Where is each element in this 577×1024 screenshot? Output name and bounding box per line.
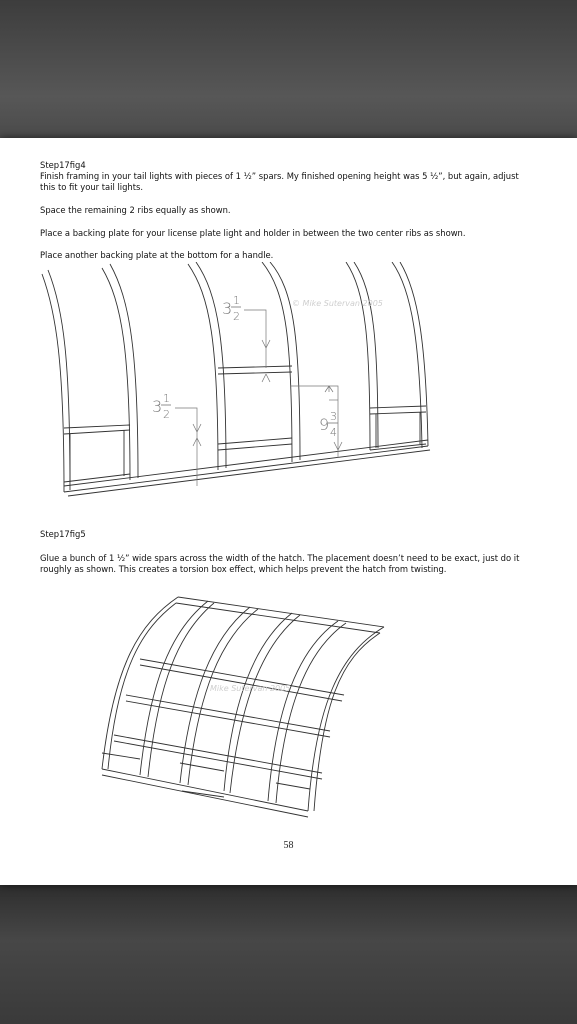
figure-hatch-framing — [40, 262, 432, 498]
dim-top-whole: 3 — [222, 299, 233, 318]
dim-left-whole: 3 — [152, 397, 163, 416]
page-number: 58 — [283, 840, 294, 851]
step17fig4-paragraph-2: Space the remaining 2 ribs equally as shown. — [40, 205, 231, 215]
viewer-background-bottom — [0, 885, 577, 1024]
dim-top-numerator: 1 — [233, 294, 240, 307]
viewer-background-top — [0, 0, 577, 138]
step17fig5-paragraph-1: Glue a bunch of 1 ½” wide spars across the width of the hatch. The placement doesn’t need to be exact, just do it roughly as shown. This creates a torsion box effect, which helps prevent the hatch from twisting. — [40, 553, 520, 574]
dim-right-denominator: 4 — [330, 426, 337, 439]
step17fig4-paragraph-4: Place another backing plate at the bottom for a handle. — [40, 250, 274, 260]
figure-b-watermark: Mike Sutervan 2005 — [210, 684, 291, 693]
step17fig4-paragraph-1: Finish framing in your tail lights with pieces of 1 ½” spars. My finished opening height was 5 ½”, but again, adjust this to fit your tail lights. — [40, 171, 519, 192]
step17fig4-heading: Step17fig4 — [40, 160, 86, 170]
dim-right-numerator: 3 — [330, 410, 337, 423]
dim-left-denominator: 2 — [163, 408, 170, 421]
document-page — [0, 138, 577, 885]
step17fig5-heading: Step17fig5 — [40, 529, 86, 539]
dim-top-denominator: 2 — [233, 310, 240, 323]
dim-right-whole: 9 — [319, 415, 330, 434]
figure-hatch-spars — [40, 583, 432, 831]
figure-a-watermark: © Mike Sutervan 2005 — [292, 299, 383, 308]
step17fig4-paragraph-3: Place a backing plate for your license plate light and holder in between the two center ribs as shown. — [40, 228, 466, 238]
dim-left-numerator: 1 — [163, 392, 170, 405]
